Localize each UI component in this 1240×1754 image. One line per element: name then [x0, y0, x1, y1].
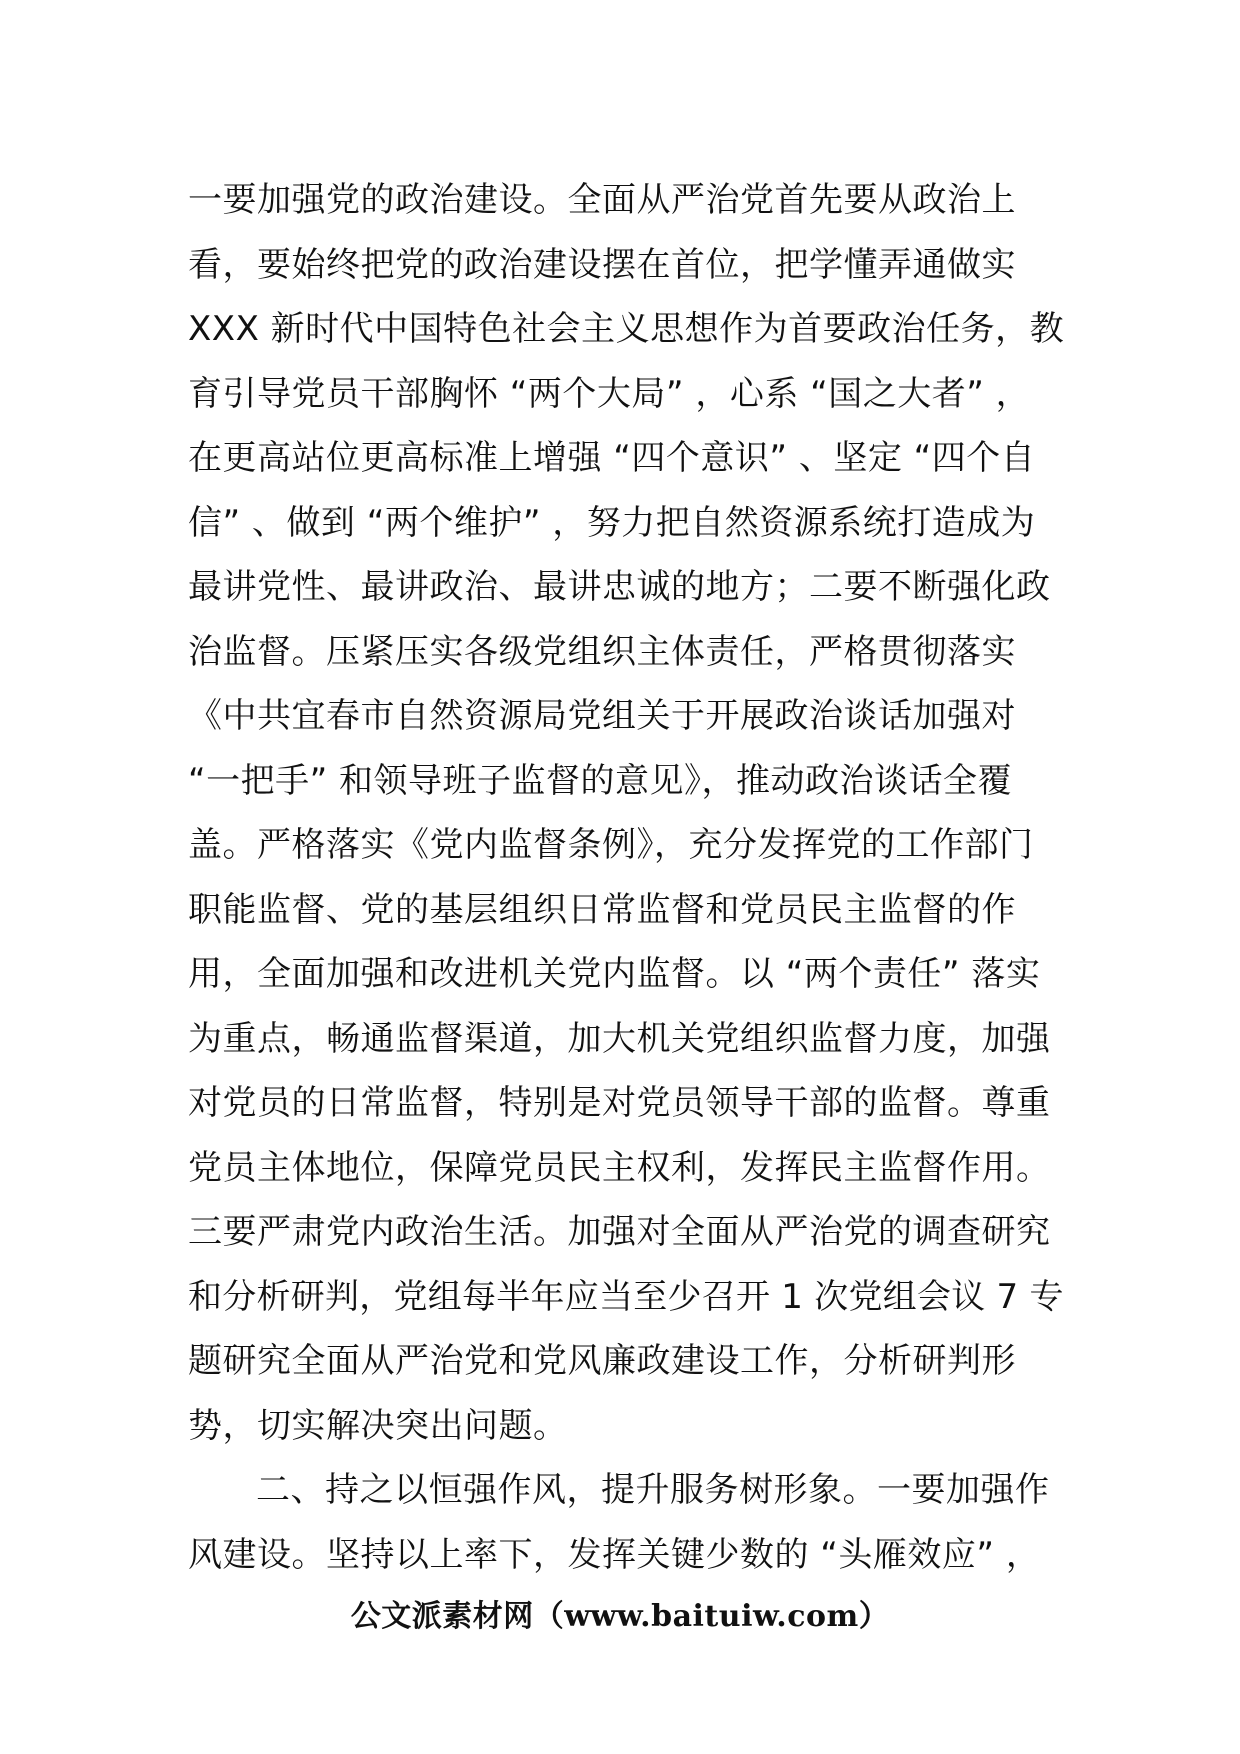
- body-text: [188, 168, 1068, 1587]
- text-line: “一把手” 和领导班子监督的意见》，推动政治谈话全覆: [188, 760, 1013, 801]
- text-line: 风建设。坚持以上率下，发挥关键少数的 “头雁效应” ，: [188, 1534, 1041, 1575]
- footer-watermark: 公文派素材网（www.baituiw.com）: [350, 1599, 890, 1634]
- text-line: 党员主体地位，保障党员民主权利，发挥民主监督作用。: [188, 1147, 1051, 1188]
- text-line: XXX 新时代中国特色社会主义思想作为首要政治任务，教: [188, 309, 1065, 349]
- text-line: 《中共宜春市自然资源局党组关于开展政治谈话加强对: [188, 696, 1016, 736]
- text-line: 三要严肃党内政治生活。加强对全面从严治党的调查研究: [188, 1212, 1051, 1252]
- text-line: 育引导党员干部胸怀 “两个大局” ，心系 “国之大者” ，: [188, 373, 1031, 414]
- text-line: 一要加强党的政治建设。全面从严治党首先要从政治上: [188, 180, 1016, 220]
- text-line: 为重点，畅通监督渠道，加大机关党组织监督力度，加强: [188, 1018, 1051, 1059]
- section-heading-line: 二、持之以恒强作风，提升服务树形象。一要加强作: [256, 1470, 1050, 1510]
- text-line: 在更高站位更高标准上增强 “四个意识” 、坚定 “四个自: [188, 438, 1036, 478]
- text-line: 职能监督、党的基层组织日常监督和党员民主监督的作: [188, 889, 1016, 930]
- text-line: 题研究全面从严治党和党风廉政建设工作，分析研判形: [188, 1341, 1016, 1381]
- text-line: 最讲党性、最讲政治、最讲忠诚的地方；二要不断强化政: [188, 567, 1051, 607]
- text-line: 治监督。压紧压实各级党组织主体责任，严格贯彻落实: [188, 631, 1016, 672]
- text-line: 对党员的日常监督，特别是对党员领导干部的监督。尊重: [188, 1083, 1051, 1123]
- text-line: 信” 、做到 “两个维护” ，努力把自然资源系统打造成为: [188, 502, 1036, 543]
- text-line: 势，切实解决突出问题。: [188, 1405, 568, 1446]
- text-line: 和分析研判，党组每半年应当至少召开 1 次党组会议 7 专: [188, 1276, 1064, 1317]
- text-line: 看，要始终把党的政治建设摆在首位，把学懂弄通做实: [188, 244, 1016, 285]
- text-line: 用，全面加强和改进机关党内监督。以 “两个责任” 落实: [188, 954, 1041, 994]
- text-line: 盖。严格落实《党内监督条例》，充分发挥党的工作部门: [188, 825, 1034, 865]
